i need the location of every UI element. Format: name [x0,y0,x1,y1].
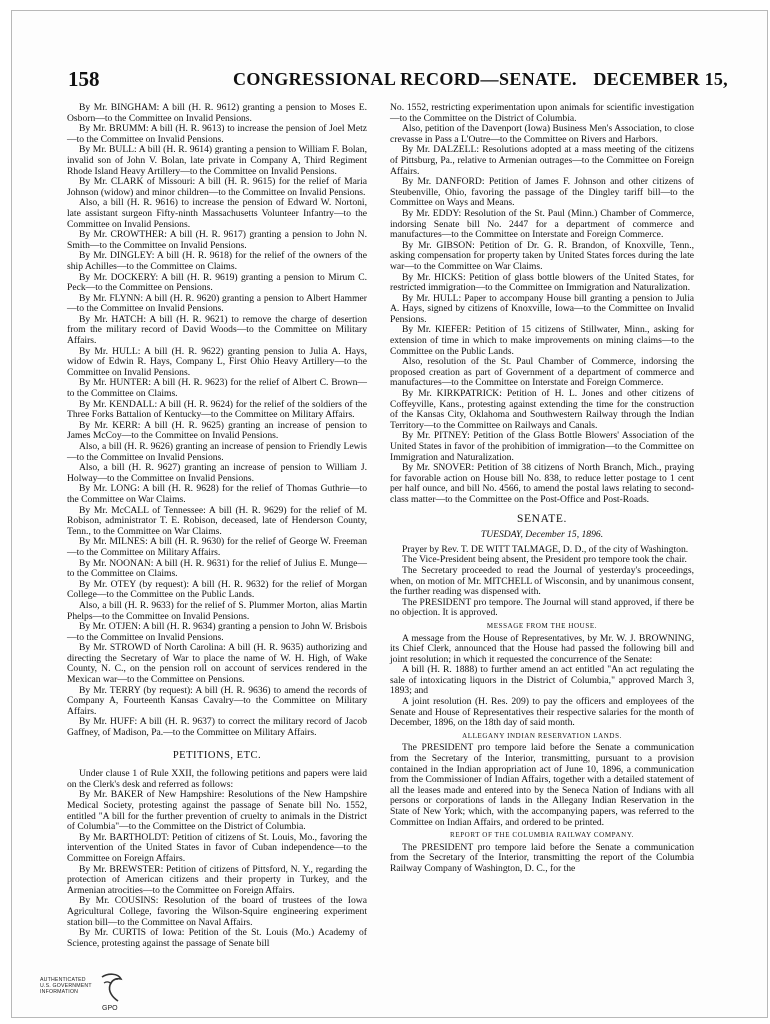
message-heading: MESSAGE FROM THE HOUSE. [486,621,598,630]
bill-entry: By Mr. HULL: A bill (H. R. 9622) granting pension to Julia A. Hays, widow of Edwin R. Hays, Company L, First Ohio Heavy Artillery—to the Committee on Invalid Pensions. [67,345,367,378]
petition-entry: Also, resolution of the St. Paul Chamber of Commerce, indorsing the proposed creation as part of Government of a department of commerce and manufactures—to the Committee on Interstate and Foreign Commerce. [390,356,694,389]
header-date: DECEMBER 15, [593,69,728,89]
proceedings-paragraph: A joint resolution (H. Res. 209) to pay the officers and employees of the Senate and House of Representatives their respective salaries for the month of December, 1896, on the 18th day of said month. [390,696,694,729]
petition-entry: By Mr. DALZELL: Resolutions adopted at a mass meeting of the citizens of Pittsburg, Pa., relative to Armenian outrages—to the Committee on Foreign Affairs. [390,144,694,177]
petition-entry: By Mr. KIRKPATRICK: Petition of H. L. Jones and other citizens of Coffeyville, Kans., protesting against extending the time for the construction of the Kansas City, Oklahoma and Southwestern Railway through the Indian Territory—to the Committee on Railways and Canals. [390,388,694,431]
petition-entry: By Mr. BARTHOLDT: Petition of citizens of St. Louis, Mo., favoring the intervention of the United States in favor of Cuban independence—to the Committee on Foreign Affairs. [67,831,367,864]
petition-entry: By Mr. GIBSON: Petition of Dr. G. R. Brandon, of Knoxville, Tenn., asking compensation for property taken by United States forces during the late war—to the Committee on War Claims. [390,239,694,272]
bill-entry: By Mr. TERRY (by request): A bill (H. R. 9636) to amend the records of Company A, Fourteenth Kansas Cavalry—to the Committee on Military Affairs. [67,684,367,717]
bill-entry: By Mr. OTEY (by request): A bill (H. R. 9632) for the relief of Morgan College—to the Committee on the Public Lands. [67,578,367,601]
petition-entry: By Mr. SNOVER: Petition of 38 citizens of North Branch, Mich., praying for favorable action on House bill No. 838, to reduce letter postage to 1 cent per half ounce, and bill No. 4566, to amend the postal laws relating to second-class matter—to the Committee on the Post-Office and Post-Roads. [390,462,694,505]
petition-entry-continued: No. 1552, restricting experimentation upon animals for scientific investigation—to the Committee on the District of Columbia. [390,102,694,124]
bill-entry: By Mr. FLYNN: A bill (H. R. 9620) granting a pension to Albert Hammer—to the Committee on Invalid Pensions. [67,292,367,315]
bill-entry: By Mr. KENDALL: A bill (H. R. 9624) for the relief of the soldiers of the Three Forks Battalion of Kentucky—to the Committee on Military Affairs. [67,398,367,421]
record-title: CONGRESSIONAL RECORD—SENATE. [233,69,577,89]
bill-entry: By Mr. CROWTHER: A bill (H. R. 9617) granting a pension to John N. Smith—to the Committee on Invalid Pensions. [67,229,367,251]
gpo-label: GPO [102,1005,118,1012]
page-header [68,67,728,95]
page-number: 158 [68,67,100,91]
bill-entry: By Mr. DINGLEY: A bill (H. R. 9618) for the relief of the owners of the ship Achilles—to the Committee on Claims. [67,250,367,272]
eagle-logo-icon [98,971,124,1005]
proceedings-paragraph: The PRESIDENT pro tempore laid before the Senate a communication from the Secretary of the Interior, transmitting, pursuant to a provision contained in the Indian appropriation act of June 10, 1896, a communication from the Commissioner of Indian Affairs, together with a detailed statement of all the leases made and entered into by the Seneca Nation of Indians with all persons or corporations of lands in the Allegany Indian Reservation in the State of New York; which, with the accompanying papers, was referred to the Committee on Indian Affairs, and ordered to be printed. [390,742,694,828]
petition-entry: By Mr. PITNEY: Petition of the Glass Bottle Blowers' Association of the United States in favor of the prohibition of immigration—to the Committee on Immigration and Naturalization. [390,430,694,463]
bill-entry: Also, a bill (H. R. 9616) to increase the pension of Edward W. Nortoni, late assistant surgeon Fifty-ninth Massachusetts Volunteer Infantry—to the Committee on Invalid Pensions. [67,197,367,230]
senate-heading: SENATE. [517,512,567,525]
petitions-heading: PETITIONS, ETC. [172,749,262,761]
proceedings-paragraph: Prayer by Rev. T. DE WITT TALMAGE, D. D., of the city of Washington. [402,543,689,555]
bill-entry: Also, a bill (H. R. 9627) granting an increase of pension to William J. Holway—to the Committee on Invalid Pensions. [67,462,367,484]
bill-entry: By Mr. McCALL of Tennessee: A bill (H. R. 9629) for the relief of M. Robison, administrator T. E. Robison, deceased, late of Henderson County, Tenn., to the Committee on War Claims. [67,504,367,537]
proceedings-paragraph: A message from the House of Representatives, by Mr. W. J. BROWNING, its Chief Clerk, announced that the House had passed the following bill and joint resolution; in which it requested the concurrence of the Senate: [390,632,694,665]
session-date: TUESDAY, December 15, 1896. [480,529,604,541]
proceedings-paragraph: The PRESIDENT pro tempore. The Journal will stand approved, if there be no objection. It is approved. [390,596,694,619]
petition-entry: By Mr. BAKER of New Hampshire: Resolutions of the New Hampshire Medical Society, protesting against the passage of Senate bill No. 1552, entitled "A bill for the further prevention of cruelty to animals in the District of Columbia"—to the Committee on the District of Columbia. [67,789,367,833]
right-column [390,103,694,875]
bill-entry: By Mr. OTJEN: A bill (H. R. 9634) granting a pension to John W. Brisbois—to the Committee on Invalid Pensions. [67,621,367,643]
bill-entry: By Mr. MILNES: A bill (H. R. 9630) for the relief of George W. Freeman—to the Committee on Military Affairs. [67,536,367,558]
proceedings-paragraph: A bill (H. R. 1888) to further amend an act entitled "An act regulating the sale of intoxicating liquors in the District of Columbia," approved March 3, 1893; and [390,664,694,697]
bill-entry: By Mr. CLARK of Missouri: A bill (H. R. 9615) for the relief of Maria Johnson (widow) and minor children—to the Committee on Invalid Pensions. [67,176,367,198]
petition-entry: By Mr. EDDY: Resolution of the St. Paul (Minn.) Chamber of Commerce, indorsing Senate bill No. 2447 for a department of commerce and manufactures—to the Committee on Interstate and Foreign Commerce. [390,207,694,241]
bill-entry: By Mr. LONG: A bill (H. R. 9628) for the relief of Thomas Guthrie—to the Committee on War Claims. [67,483,367,505]
bill-entry: Also, a bill (H. R. 9633) for the relief of S. Plummer Morton, alias Martin Phelps—to the Committee on Invalid Pensions. [67,599,367,622]
bill-entry: By Mr. DOCKERY: A bill (H. R. 9619) granting a pension to Mirum C. Peck—to the Committee on Pensions. [67,271,367,294]
bill-entry: By Mr. BULL: A bill (H. R. 9614) granting a pension to William F. Bolan, invalid son of John V. Bolan, late private in Company A, Third Regiment Rhode Island Heavy Artillery—to the Committee on Invalid Pensions. [67,144,367,177]
bill-entry: By Mr. HATCH: A bill (H. R. 9621) to remove the charge of desertion from the military record of David Woods—to the Committee on Military Affairs. [67,313,367,347]
petition-entry: By Mr. CURTIS of Iowa: Petition of the St. Louis (Mo.) Academy of Science, protesting against the passage of Senate bill [67,927,367,949]
petition-entry: By Mr. HULL: Paper to accompany House bill granting a pension to Julia A. Hays, signed by citizens of Knoxville, Iowa—to the Committee on Invalid Pensions. [390,292,694,325]
allegany-heading: ALLEGANY INDIAN RESERVATION LANDS. [462,731,622,740]
bill-entry: By Mr. STROWD of North Carolina: A bill (H. R. 9635) authorizing and directing the Secretary of War to place the name of W. H. High, of Wake County, N. C., on the pension roll on account of services rendered in the Mexican war—to the Committee on Pensions. [67,642,367,686]
petition-entry: By Mr. DANFORD: Petition of James F. Johnson and other citizens of Steubenville, Ohio, favoring the passage of the Dingley tariff bill—to the Committee on Ways and Means. [390,176,694,209]
railway-heading: REPORT OF THE COLUMBIA RAILWAY COMPANY. [450,831,634,840]
gpo-authentication-stamp [40,971,130,1015]
petition-entry: Under clause 1 of Rule XXII, the following petitions and papers were laid on the Clerk's desk and referred as follows: [67,768,367,790]
stamp-text: AUTHENTICATED U.S. GOVERNMENT INFORMATION [40,977,92,995]
bill-entry: By Mr. BINGHAM: A bill (H. R. 9612) granting a pension to Moses E. Osborn—to the Committee on Invalid Pensions. [67,102,367,124]
bill-entry: By Mr. HUNTER: A bill (H. R. 9623) for the relief of Albert C. Brown—to the Committee on Claims. [67,377,367,400]
petition-entry: By Mr. COUSINS: Resolution of the board of trustees of the Iowa Agricultural College, favoring the Wilson-Squire engineering experiment station bill—to the Committee on Naval Affairs. [67,895,367,928]
document-page [11,10,768,1018]
bill-entry: By Mr. HUFF: A bill (H. R. 9637) to correct the military record of Jacob Gaffney, of Madison, Pa.—to the Committee on Military Affairs. [67,716,367,739]
bill-entry: By Mr. NOONAN: A bill (H. R. 9631) for the relief of Julius E. Munge—to the Committee on Claims. [67,557,367,580]
proceedings-paragraph: The PRESIDENT pro tempore laid before the Senate a communication from the Secretary of the Interior, transmitting the report of the Columbia Railway Company of Washington, D. C., for the [390,841,694,874]
bill-entry: Also, a bill (H. R. 9626) granting an increase of pension to Friendly Lewis—to the Committee on Invalid Pensions. [67,441,367,463]
petition-entry: By Mr. BREWSTER: Petition of citizens of Pittsford, N. Y., regarding the protection of American citizens and their property in Turkey, and the Armenian atrocities—to the Committee on Foreign Affairs. [67,863,367,896]
bill-entry: By Mr. KERR: A bill (H. R. 9625) granting an increase of pension to James McCoy—to the Committee on Invalid Pensions. [67,419,367,442]
bill-entry: By Mr. BRUMM: A bill (H. R. 9613) to increase the pension of Joel Metz—to the Committee on Invalid Pensions. [67,123,367,145]
petition-entry: Also, petition of the Davenport (Iowa) Business Men's Association, to close crevasse in Pass a L'Outre—to the Committee on Rivers and Harbors. [390,123,694,145]
petition-entry: By Mr. KIEFER: Petition of 15 citizens of Stillwater, Minn., asking for extension of time in which to make improvements on mining claims—to the Committee on the Public Lands. [390,324,694,357]
petition-entry: By Mr. HICKS: Petition of glass bottle blowers of the United States, for restricted immigration—to the Committee on Immigration and Naturalization. [390,271,694,294]
proceedings-paragraph: The Vice-President being absent, the President pro tempore took the chair. [402,554,687,566]
left-column [67,103,367,949]
proceedings-paragraph: The Secretary proceeded to read the Journal of yesterday's proceedings, when, on motion of Mr. MITCHELL of Wisconsin, and by unanimous consent, the further reading was dispensed with. [390,564,694,598]
